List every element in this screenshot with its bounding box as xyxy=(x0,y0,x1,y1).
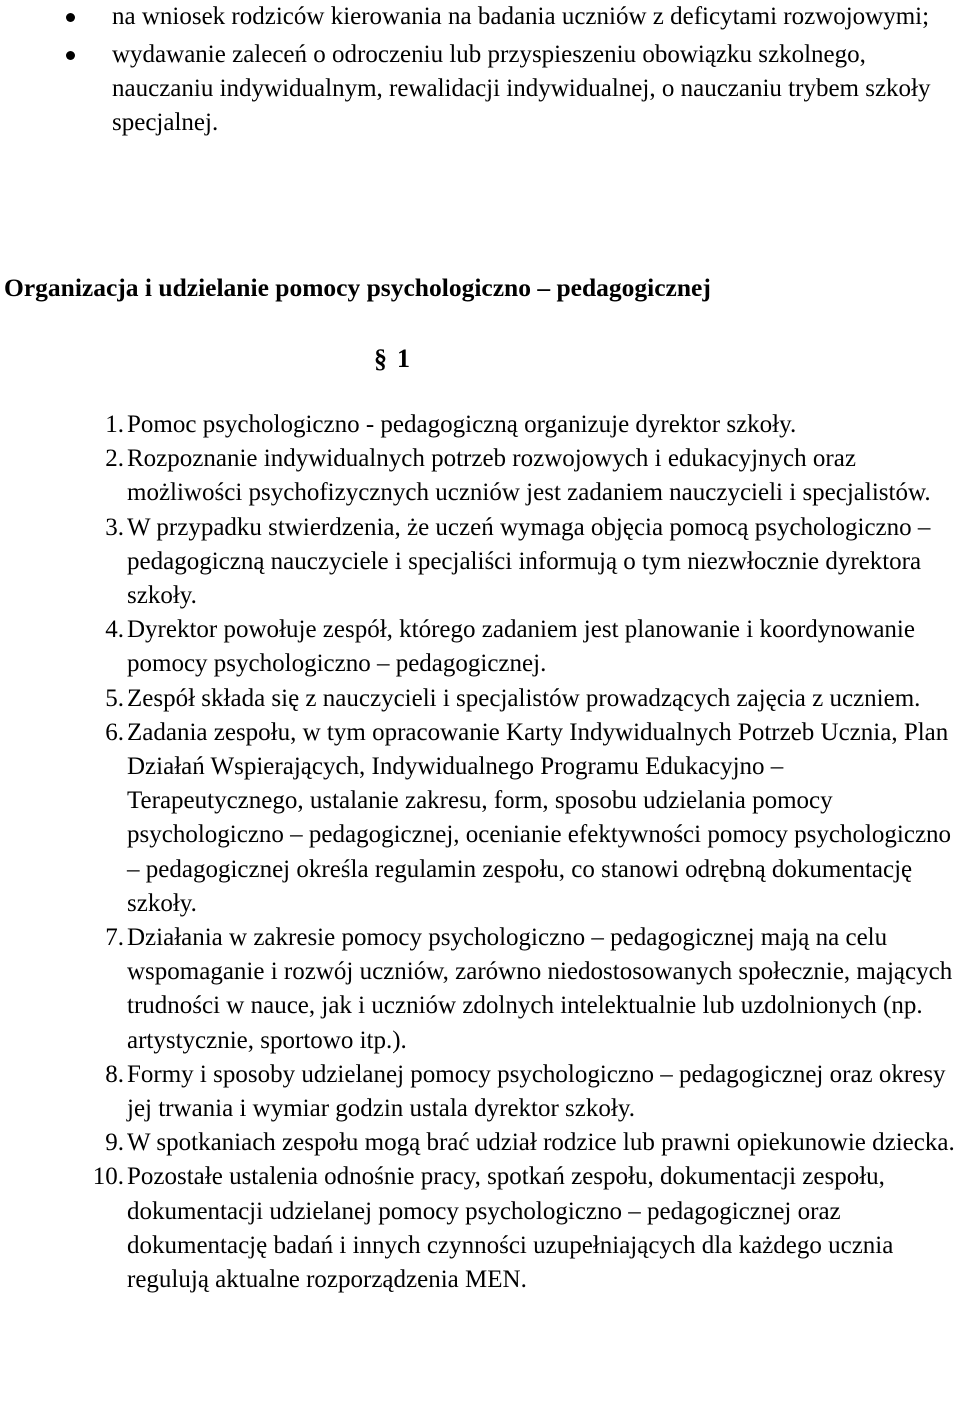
item-number: 8. xyxy=(105,1060,124,1088)
item-number: 6. xyxy=(105,718,124,746)
list-item xyxy=(0,921,960,1058)
paragraph-symbol: § xyxy=(374,344,387,373)
item-text: Zadania zespołu, w tym opracowanie Karty Indywidualnych Potrzeb Ucznia, Plan Działań Wspierających, Indywidualnego Programu Edukacyjno – Terapeutycznego, ustalanie zakresu, form, sposobu udzielania pomocy psychologiczno – pedagogicznej, ocenianie efektywności pomocy psychologiczno – pedagogicznej określa regulamin zespołu, co stanowi odrębną dokumentację szkoły. xyxy=(127,718,952,917)
item-number: 3. xyxy=(105,513,124,541)
list-item xyxy=(0,442,960,510)
item-text: Zespół składa się z nauczycieli i specjalistów prowadzących zajęcia z uczniem. xyxy=(127,684,921,712)
list-item xyxy=(0,682,960,716)
item-text: W spotkaniach zespołu mogą brać udział rodzice lub prawni opiekunowie dziecka. xyxy=(127,1129,955,1157)
bullet-text: wydawanie zaleceń o odroczeniu lub przyspieszeniu obowiązku szkolnego, nauczaniu indywidualnym, rewalidacji indywidualnej, o nauczaniu trybem szkoły specjalnej. xyxy=(112,41,931,136)
item-number: 2. xyxy=(105,445,124,473)
item-number: 4. xyxy=(105,616,124,644)
list-item xyxy=(0,613,960,681)
item-text: Formy i sposoby udzielanej pomocy psychologiczno – pedagogicznej oraz okresy jej trwania i wymiar godzin ustala dyrektor szkoły. xyxy=(127,1060,946,1123)
item-text: W przypadku stwierdzenia, że uczeń wymaga objęcia pomocą psychologiczno – pedagogiczną nauczyciele i specjaliści informują o tym niezwłocznie dyrektora szkoły. xyxy=(127,513,931,610)
section-heading: Organizacja i udzielanie pomocy psychologiczno – pedagogicznej xyxy=(4,273,711,302)
bullet-item xyxy=(0,0,960,34)
bullet-item xyxy=(0,38,960,140)
list-item xyxy=(0,1058,960,1126)
bullet-text: na wniosek rodziców kierowania na badania uczniów z deficytami rozwojowymi; xyxy=(112,3,930,30)
numbered-list xyxy=(0,408,960,1297)
item-text: Pomoc psychologiczno - pedagogiczną organizuje dyrektor szkoły. xyxy=(127,411,797,438)
item-number: 9. xyxy=(105,1129,124,1157)
item-number: 10. xyxy=(92,1163,124,1191)
item-number: 7. xyxy=(105,924,124,952)
list-item xyxy=(0,716,960,921)
item-text: Dyrektor powołuje zespół, którego zadaniem jest planowanie i koordynowanie pomocy psychologiczno – pedagogicznej. xyxy=(127,616,915,678)
paragraph-number: 1 xyxy=(397,344,410,373)
item-number: 5. xyxy=(105,684,124,712)
bullet-dot-icon xyxy=(66,51,75,60)
paragraph-mark xyxy=(374,342,410,376)
list-item xyxy=(0,511,960,614)
item-text: Pozostałe ustalenia odnośnie pracy, spotkań zespołu, dokumentacji zespołu, dokumentacji udzielanej pomocy psychologiczno – pedagogicznej oraz dokumentację badań i innych czynności uzupełniających dla każdego ucznia regulują aktualne rozporządzenia MEN. xyxy=(127,1163,894,1294)
list-item xyxy=(0,1160,960,1297)
list-item xyxy=(0,1126,960,1160)
bullet-dot-icon xyxy=(66,13,75,22)
item-text: Rozpoznanie indywidualnych potrzeb rozwojowych i edukacyjnych oraz możliwości psychofizycznych uczniów jest zadaniem nauczycieli i specjalistów. xyxy=(127,445,931,507)
item-text: Działania w zakresie pomocy psychologiczno – pedagogicznej mają na celu wspomaganie i rozwój uczniów, zarówno niedostosowanych społecznie, mających trudności w nauce, jak i uczniów zdolnych intelektualnie lub uzdolnionych (np. artystycznie, sportowo itp.). xyxy=(127,924,953,1054)
bullet-list xyxy=(0,0,960,144)
item-number: 1. xyxy=(105,411,124,438)
list-item xyxy=(0,408,960,442)
